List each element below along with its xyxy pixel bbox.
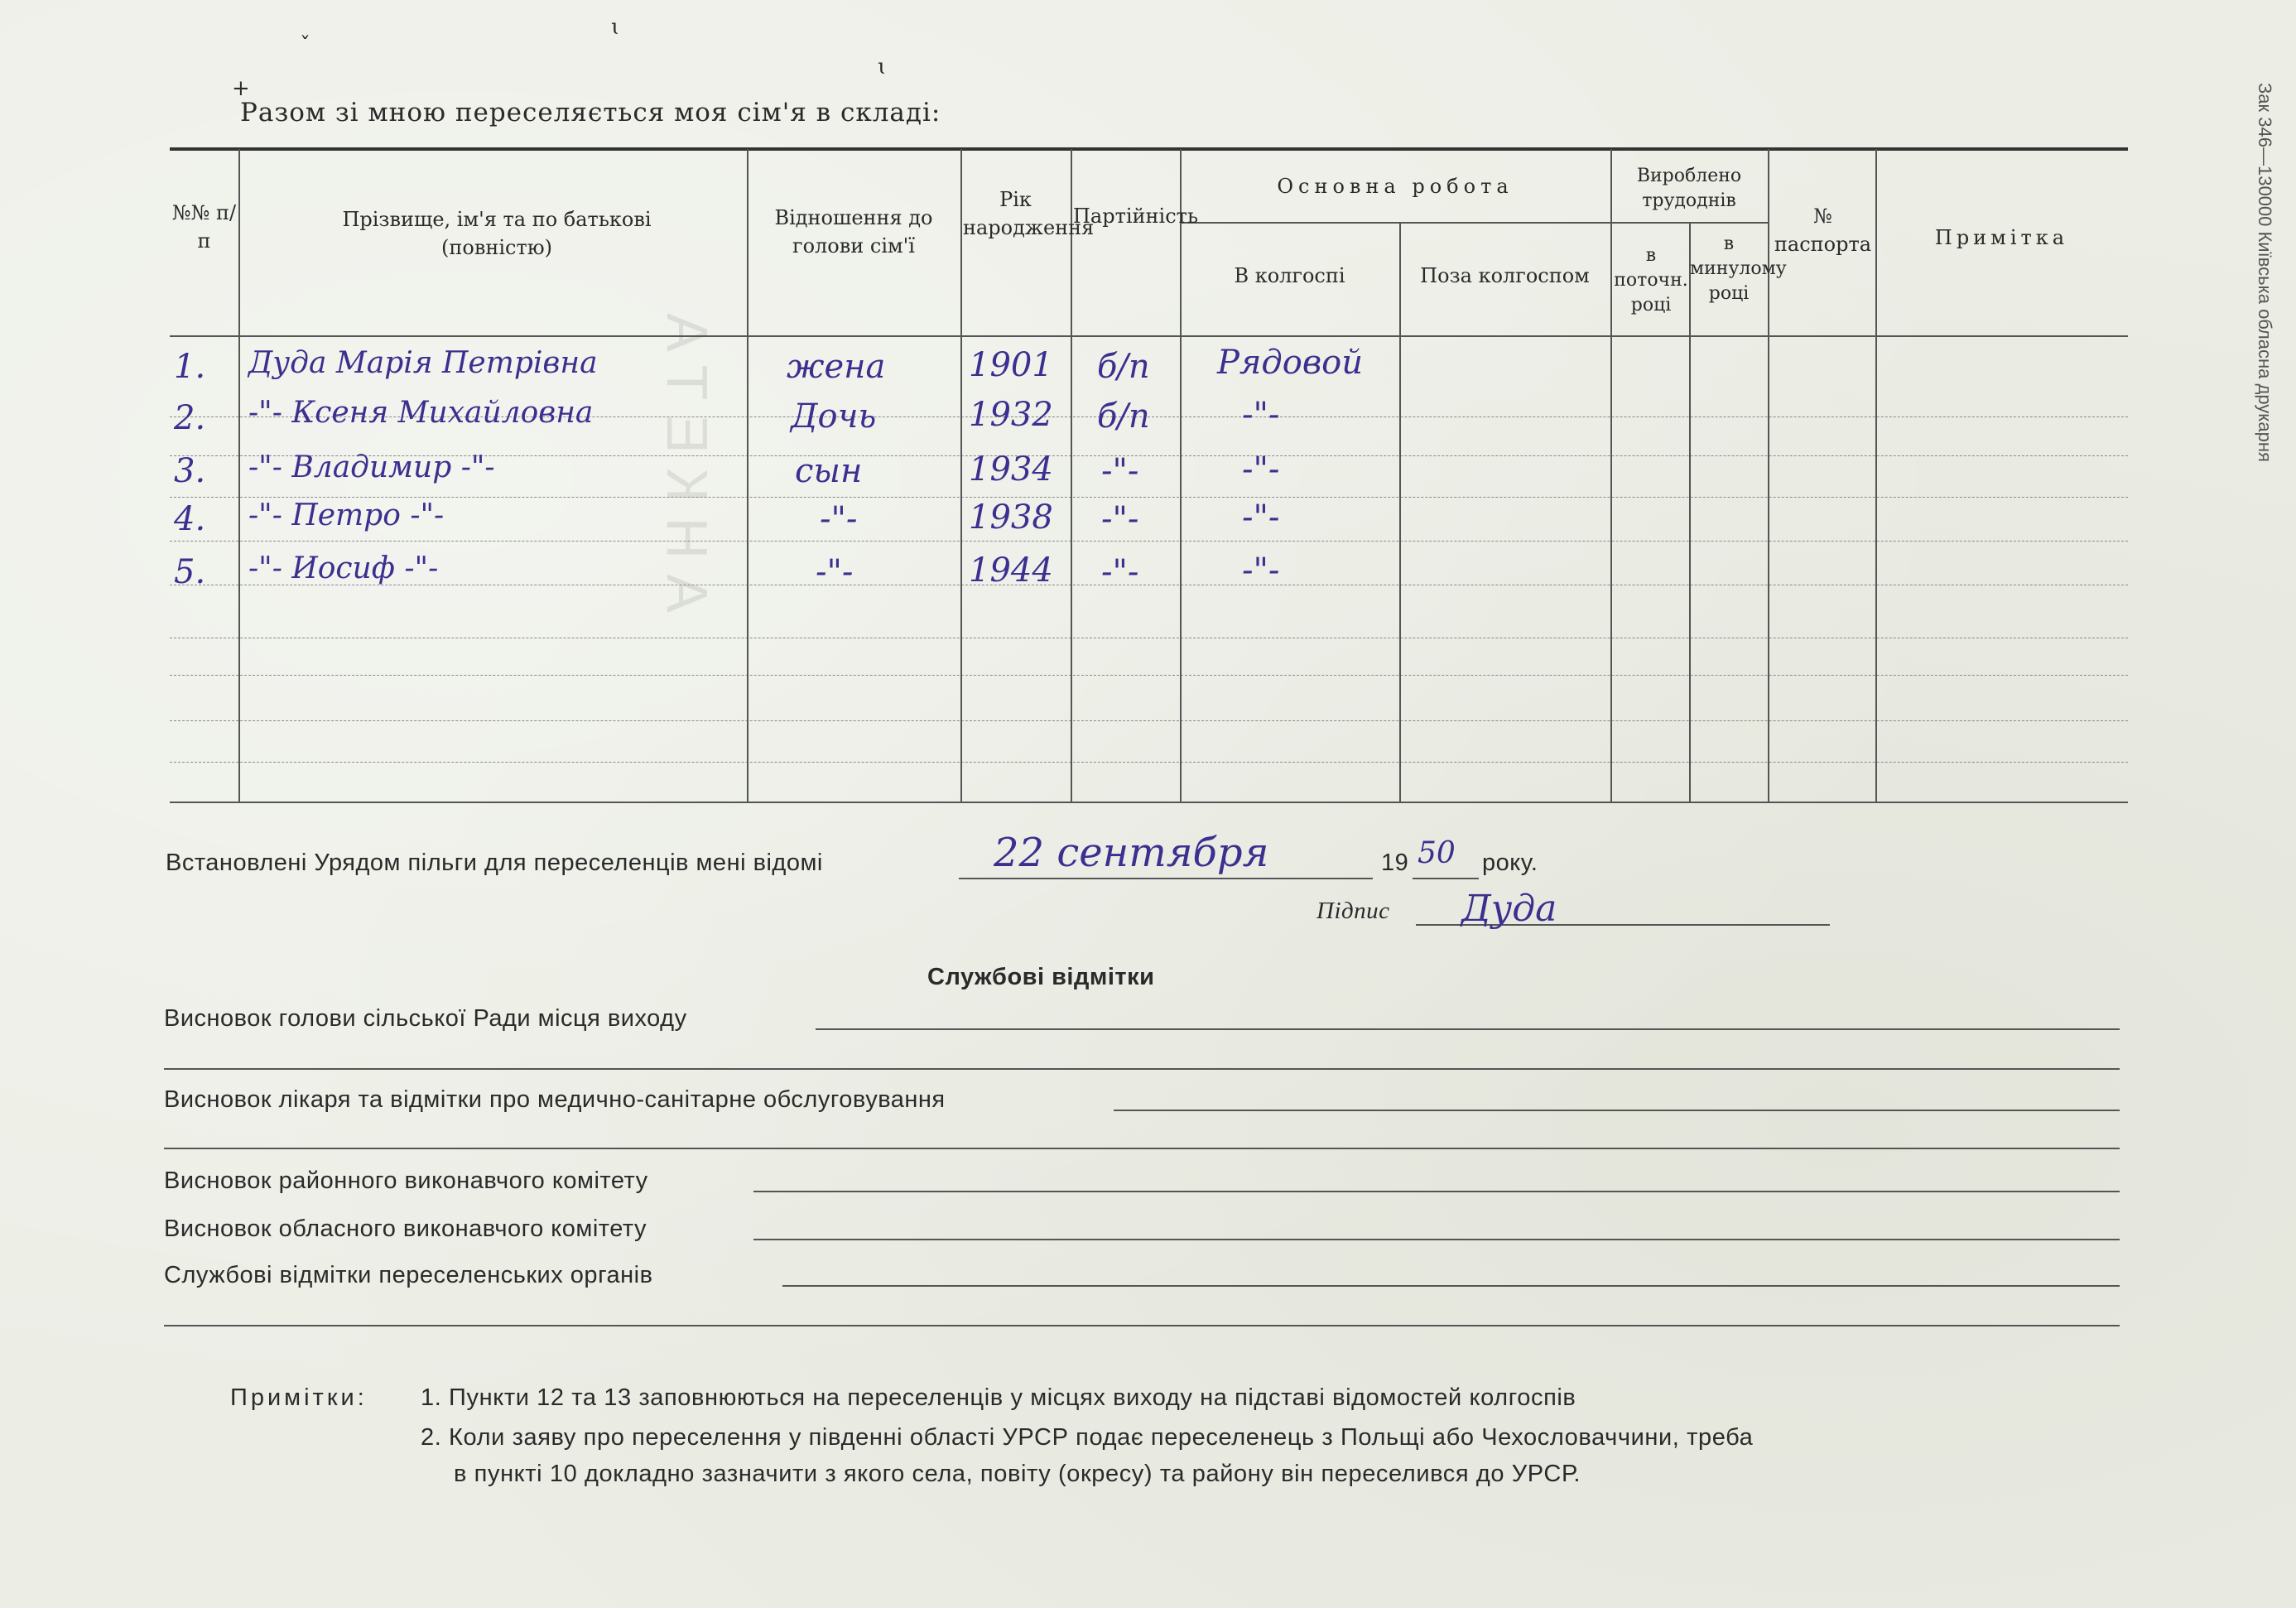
col-line [1689,222,1691,803]
row-num: 5. [174,553,206,591]
header-current-year: в поточн. році [1614,245,1688,315]
col-line [238,149,240,803]
row-name: -"- Петро -"- [248,498,445,532]
resettlement-label: Службові відмітки переселенських органів [164,1262,653,1288]
year-suffix: року. [1482,850,1538,876]
year-prefix: 19 [1381,850,1409,876]
header-num: №№ п/п [171,201,237,253]
doctor-line [1114,1110,2120,1111]
paper-mark: ɩ [878,55,887,79]
village-head-label: Висновок голови сільської Ради місця виходу [164,1005,687,1032]
resettlement-line [782,1285,2120,1287]
row-name: -"- Ксеня Михайловна [248,396,594,430]
row-relation: Дочь [791,397,877,436]
village-head-line-2 [164,1068,2120,1070]
row-work: -"- [1242,396,1280,434]
header-note: Примітка [1934,226,2069,249]
note-1: 1. Пункти 12 та 13 заповнюються на переселенців у місцях виходу на підставі відомостей колгоспів [421,1384,1576,1411]
row-num: 2. [174,399,206,437]
row-name: Дуда Марія Петрівна [248,346,598,380]
paper-mark: ɩ [611,15,620,40]
row-relation: -"- [816,553,854,591]
header-main-work: Основна робота [1277,175,1514,198]
header-workdays: Вироблено трудоднів [1636,166,1742,211]
row-work: Рядовой [1217,344,1363,382]
row-name: -"- Владимир -"- [248,450,495,484]
row-line [170,497,2128,498]
note-2-line-1: 2. Коли заяву про переселення у південні області УРСР подає переселенець з Польщі або Чехословаччини, треба [421,1424,1754,1451]
oblast-label: Висновок обласного виконавчого комітету [164,1216,647,1242]
row-num: 4. [174,500,206,538]
row-work: -"- [1242,551,1280,590]
header-name: Прізвище, ім'я та по батькові (повністю) [342,208,652,259]
row-num: 3. [174,452,206,490]
note-2-line-2: в пункті 10 докладно зазначити з якого села, повіту (окресу) та району він переселився до УРСР. [454,1461,1581,1487]
doctor-line-2 [164,1148,2120,1149]
doctor-label: Висновок лікаря та відмітки про медично-санітарне обслуговування [164,1086,946,1113]
bleed-through-text: АНКЕТА [655,298,720,613]
row-line [170,720,2128,721]
row-relation: жена [787,348,886,386]
header-outside-kolhosp: Поза колгоспом [1420,264,1590,287]
row-party: -"- [1101,500,1139,538]
row-line [170,541,2128,542]
header-birth-year: Рік народження [963,188,1095,239]
row-work: -"- [1242,450,1280,489]
benefits-label: Встановлені Урядом пільги для переселенців мені відомі [166,850,823,876]
table-bottom-rule [170,802,2128,803]
row-party: б/п [1097,397,1150,436]
row-year: 1901 [969,346,1053,384]
row-year: 1944 [969,551,1053,590]
family-heading: Разом зі мною переселяється моя сім'я в складі: [240,98,941,128]
col-line [1180,149,1182,803]
row-name: -"- Иосиф -"- [248,551,439,585]
signature: Дуда [1461,888,1557,930]
table-header-rule [170,335,2128,337]
row-line [170,675,2128,676]
header-relation: Відношення до голови сім'ї [774,206,933,258]
row-year: 1938 [969,498,1053,537]
row-party: -"- [1101,553,1139,591]
header-passport: № паспорта [1774,205,1872,256]
service-title: Службові відмітки [927,964,1155,990]
row-year: 1932 [969,396,1053,434]
paper-mark: ˇ [300,33,310,58]
row-relation: -"- [820,500,858,538]
row-num: 1. [174,348,206,386]
col-line [960,149,962,803]
header-in-kolhosp: В колгоспі [1234,264,1345,287]
notes-prefix: Примітки: [230,1384,368,1411]
col-line [1071,149,1072,803]
resettlement-line-2 [164,1325,2120,1326]
col-line [1610,149,1612,803]
district-label: Висновок районного виконавчого комітету [164,1167,648,1194]
village-head-line [816,1028,2120,1030]
main-work-subrule [1180,222,1610,224]
col-line [747,149,748,803]
row-line [170,762,2128,763]
header-last-year: в минулому році [1690,233,1787,304]
paper-mark: + [232,76,250,101]
row-party: -"- [1101,452,1139,490]
benefits-date-line [959,878,1373,879]
col-line [1768,149,1769,803]
col-line [1399,222,1401,803]
row-relation: сын [795,452,863,490]
district-line [753,1191,2120,1192]
year-line [1413,878,1479,879]
row-party: б/п [1097,348,1150,386]
oblast-line [753,1239,2120,1240]
header-party: Партійність [1073,205,1199,228]
benefits-date: 22 сентября [994,830,1269,876]
signature-label: Підпис [1316,898,1390,924]
row-year: 1934 [969,450,1053,489]
table-top-rule [170,147,2128,151]
row-work: -"- [1242,498,1280,537]
year-hand: 50 [1418,836,1456,870]
margin-print: Зак 346—130000 Київська обласна друкарня [2255,83,2275,462]
